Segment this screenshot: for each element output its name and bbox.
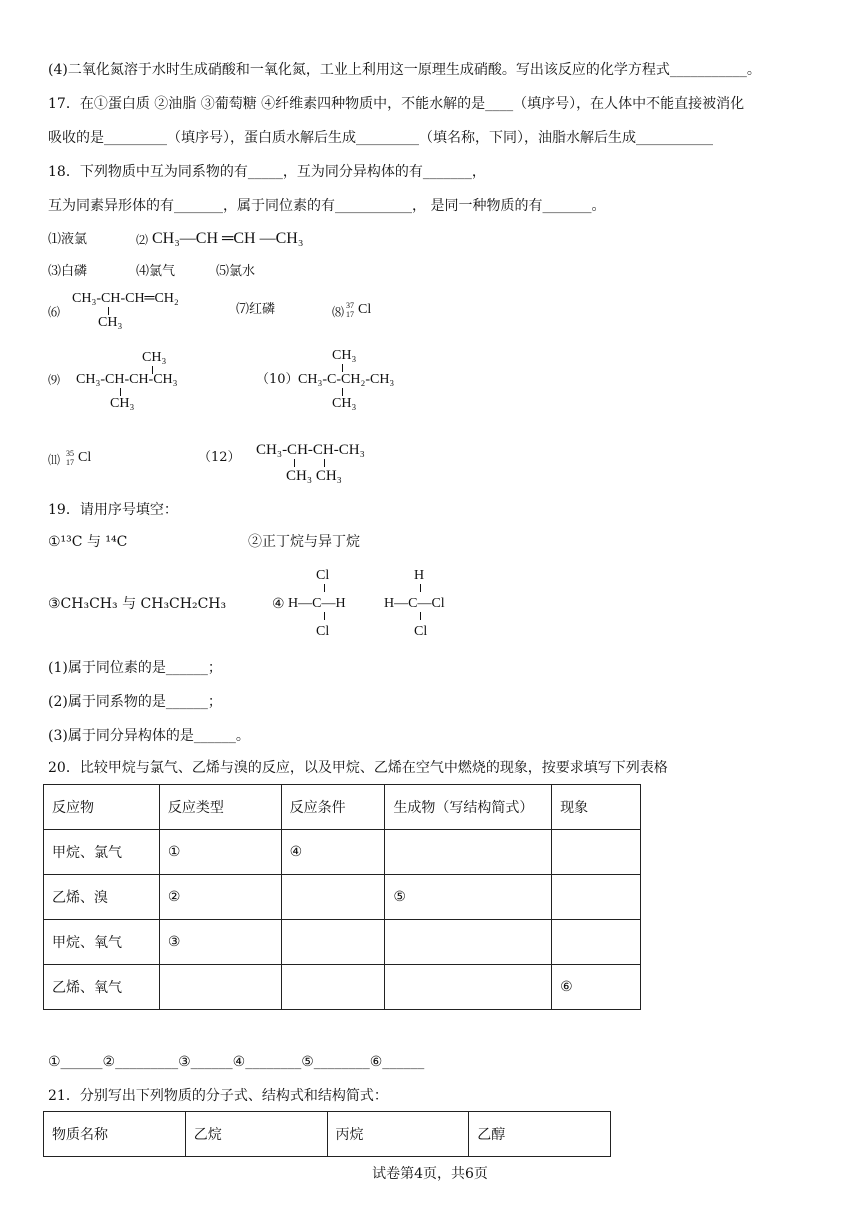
- table-header-cell: 反应条件: [281, 785, 385, 830]
- item-1: ⑴液氯: [48, 232, 88, 247]
- table-cell: ⑥: [552, 965, 641, 1010]
- table-cell: 乙烷: [185, 1112, 327, 1157]
- table-cell: 丙烷: [327, 1112, 469, 1157]
- table-cell: ④: [281, 830, 385, 875]
- q17-line1: 17．在①蛋白质 ②油脂 ③葡萄糖 ④纤维素四种物质中，不能水解的是____（填序号），在人体中不能直接被消化: [48, 96, 745, 112]
- item-6-main: CH₃-CH-CH═CH₂: [72, 291, 179, 306]
- item-11-element: Cl: [78, 450, 92, 466]
- item-6-num: ⑹: [48, 305, 61, 319]
- table-row: [44, 1112, 611, 1157]
- q19-opt4-left-bond-down: [324, 612, 325, 620]
- q19-option-4-num: ④: [272, 596, 285, 612]
- item-11-isotope: [66, 450, 91, 466]
- table-cell: 甲烷、氧气: [44, 920, 160, 965]
- q18-line2: 互为同素异形体的有_______，属于同位素的有___________， 是同一种物质的有_______。: [48, 198, 606, 214]
- q20-blanks: ①______②_________③______④________⑤________⑥______: [48, 1054, 425, 1070]
- q19-opt4-left-top: Cl: [316, 568, 330, 583]
- table-cell: [281, 965, 385, 1010]
- q19-opt4-left-mid: H—C—H: [288, 596, 346, 611]
- q19-opt4-right-bond-up: [420, 584, 421, 592]
- table-header-cell: 反应类型: [159, 785, 281, 830]
- item-6-bond: [108, 307, 109, 315]
- item-12-main: CH₃-CH-CH-CH₃: [256, 442, 365, 458]
- item-8-mass: 37: [346, 301, 354, 310]
- q19-answer-2: (2)属于同系物的是______；: [48, 694, 222, 710]
- item-10-bond-up: [342, 364, 343, 372]
- item-9-top: CH₃: [142, 350, 167, 365]
- table-cell: [385, 830, 552, 875]
- q18-line1: 18．下列物质中互为同系物的有_____，互为同分异构体的有_______，: [48, 164, 486, 180]
- item-12-bond-2: [324, 459, 325, 467]
- item-10-bond-down: [342, 388, 343, 396]
- q19-option-2: ②正丁烷与异丁烷: [248, 534, 360, 550]
- table-cell: [159, 965, 281, 1010]
- q21-table: [43, 1111, 611, 1157]
- item-11-z: 17: [66, 458, 74, 467]
- item-8-z: 17: [346, 310, 354, 319]
- item-3: ⑶白磷: [48, 264, 88, 279]
- table-cell: 物质名称: [44, 1112, 186, 1157]
- item-12-num: （12）: [198, 450, 241, 465]
- item-12-bond-1: [294, 459, 295, 467]
- q19-answer-3: (3)属于同分异构体的是______。: [48, 728, 250, 744]
- table-header-row: [44, 785, 641, 830]
- item-10-bottom: CH₃: [332, 396, 357, 411]
- item-6-branch: CH₃: [98, 315, 123, 330]
- item-2-num: ⑵: [136, 233, 149, 247]
- item-10-num: （10）: [256, 372, 299, 387]
- page-footer: 试卷第4页，共6页: [372, 1166, 488, 1182]
- q19-option-3: ③CH₃CH₃ 与 CH₃CH₂CH₃: [48, 596, 227, 612]
- table-cell: 甲烷、氯气: [44, 830, 160, 875]
- q19-option-1: ①¹³C 与 ¹⁴C: [48, 534, 128, 550]
- q20-title: 20．比较甲烷与氯气、乙烯与溴的反应，以及甲烷、乙烯在空气中燃烧的现象，按要求填写下列表格: [48, 760, 668, 776]
- q20-table: [43, 784, 641, 1010]
- q19-opt4-right-bottom: Cl: [414, 624, 428, 639]
- table-row: [44, 830, 641, 875]
- item-8-isotope: [346, 302, 371, 318]
- table-cell: ①: [159, 830, 281, 875]
- q21-title: 21．分别写出下列物质的分子式、结构式和结构简式：: [48, 1088, 388, 1104]
- table-row: [44, 965, 641, 1010]
- table-cell: ⑤: [385, 875, 552, 920]
- item-10-main: CH₃-C-CH₂-CH₃: [298, 372, 395, 387]
- table-cell: 乙烯、溴: [44, 875, 160, 920]
- item-12-bottom: CH₃ CH₃: [286, 468, 342, 484]
- q19-opt4-right-bond-down: [420, 612, 421, 620]
- q19-answer-1: (1)属于同位素的是______；: [48, 660, 222, 676]
- item-11-num: ⑾: [48, 453, 61, 467]
- item-4: ⑷氯气: [136, 264, 176, 279]
- table-cell: [385, 965, 552, 1010]
- item-9-main: CH₃-CH-CH-CH₃: [76, 372, 178, 387]
- table-cell: ③: [159, 920, 281, 965]
- table-row: [44, 875, 641, 920]
- table-cell: [552, 920, 641, 965]
- item-11-mass: 35: [66, 449, 74, 458]
- item-7: ⑺红磷: [236, 302, 276, 317]
- item-9-bottom: CH₃: [110, 396, 135, 411]
- item-9-num: ⑼: [48, 373, 61, 387]
- table-cell: ②: [159, 875, 281, 920]
- table-cell: [385, 920, 552, 965]
- table-cell: [281, 875, 385, 920]
- table-cell: 乙烯、氧气: [44, 965, 160, 1010]
- table-cell: 乙醇: [469, 1112, 611, 1157]
- item-9-bond-down: [120, 388, 121, 396]
- q19-opt4-left-bond-up: [324, 584, 325, 592]
- q19-opt4-right-top: H: [414, 568, 425, 583]
- table-header-cell: 反应物: [44, 785, 160, 830]
- table-header-cell: 生成物（写结构简式）: [385, 785, 552, 830]
- q19-title: 19．请用序号填空：: [48, 502, 178, 518]
- item-8-element: Cl: [358, 302, 372, 318]
- q19-opt4-right-mid: H—C—Cl: [384, 596, 445, 611]
- item-10-top: CH₃: [332, 348, 357, 363]
- item-8-num: ⑻: [332, 305, 345, 319]
- table-cell: [552, 830, 641, 875]
- q16-part4: (4)二氧化氮溶于水时生成硝酸和一氧化氮，工业上利用这一原理生成硝酸。写出该反应的化学方程式___________。: [48, 62, 761, 78]
- q19-opt4-left-bottom: Cl: [316, 624, 330, 639]
- q17-line2: 吸收的是_________（填序号），蛋白质水解后生成_________（填名称，下同），油脂水解后生成___________: [48, 130, 713, 146]
- item-5: ⑸氯水: [216, 264, 256, 279]
- table-cell: [281, 920, 385, 965]
- item-2-formula: CH₃—CH ═CH —CH₃: [152, 230, 304, 247]
- table-header-cell: 现象: [552, 785, 641, 830]
- table-row: [44, 920, 641, 965]
- table-cell: [552, 875, 641, 920]
